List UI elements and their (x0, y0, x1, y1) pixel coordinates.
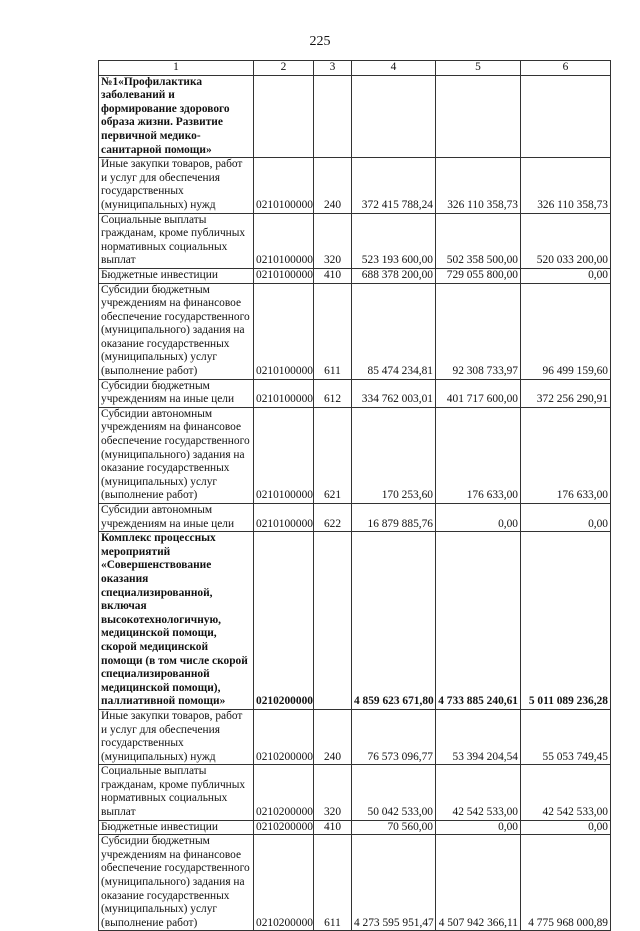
header-col-2: 2 (254, 61, 314, 76)
table-row (99, 213, 611, 268)
target-code-cell (254, 75, 314, 158)
expense-type-cell: 320 (314, 765, 352, 820)
target-code-cell: 0210200000 (254, 835, 314, 931)
table-row (99, 158, 611, 213)
header-col-1: 1 (99, 61, 254, 76)
target-code-cell: 0210200000 (254, 765, 314, 820)
expense-type-cell: 240 (314, 158, 352, 213)
row-name-cell: Иные закупки товаров, работ и услуг для обеспечения государственных (муниципальных) нужд (99, 158, 254, 213)
amount-col6-cell: 0,00 (521, 504, 611, 532)
target-code-cell: 0210100000 (254, 158, 314, 213)
table-row (99, 820, 611, 835)
header-col-3: 3 (314, 61, 352, 76)
row-name-cell: Субсидии автономным учреждениям на финансовое обеспечение государственного (муниципального) задания на оказание государственных (муниципальных) услуг (выполнение работ) (99, 407, 254, 503)
amount-col4-cell: 688 378 200,00 (352, 268, 436, 283)
target-code-cell: 0210100000 (254, 283, 314, 379)
target-code-cell: 0210200000 (254, 820, 314, 835)
target-code-cell: 0210200000 (254, 532, 314, 710)
row-name-cell: Субсидии бюджетным учреждениям на иные цели (99, 379, 254, 407)
header-row (99, 61, 611, 76)
amount-col5-cell: 4 507 942 366,11 (436, 835, 521, 931)
amount-col5-cell: 729 055 800,00 (436, 268, 521, 283)
amount-col6-cell: 5 011 089 236,28 (521, 532, 611, 710)
amount-col5-cell (436, 75, 521, 158)
amount-col6-cell: 0,00 (521, 820, 611, 835)
expense-type-cell: 320 (314, 213, 352, 268)
table-row (99, 504, 611, 532)
amount-col6-cell: 326 110 358,73 (521, 158, 611, 213)
budget-table (98, 60, 611, 931)
amount-col5-cell: 53 394 204,54 (436, 709, 521, 764)
amount-col5-cell: 326 110 358,73 (436, 158, 521, 213)
row-name-cell: Субсидии автономным учреждениям на иные цели (99, 504, 254, 532)
amount-col6-cell: 4 775 968 000,89 (521, 835, 611, 931)
target-code-cell: 0210100000 (254, 213, 314, 268)
amount-col6-cell: 42 542 533,00 (521, 765, 611, 820)
amount-col5-cell: 4 733 885 240,61 (436, 532, 521, 710)
page-number: 225 (309, 34, 331, 49)
target-code-cell: 0210100000 (254, 379, 314, 407)
amount-col4-cell: 4 273 595 951,47 (352, 835, 436, 931)
header-col-4: 4 (352, 61, 436, 76)
amount-col6-cell (521, 75, 611, 158)
amount-col6-cell: 96 499 159,60 (521, 283, 611, 379)
amount-col4-cell: 76 573 096,77 (352, 709, 436, 764)
row-name-cell: Социальные выплаты гражданам, кроме публичных нормативных социальных выплат (99, 765, 254, 820)
amount-col5-cell: 0,00 (436, 820, 521, 835)
amount-col4-cell: 16 879 885,76 (352, 504, 436, 532)
amount-col4-cell: 85 474 234,81 (352, 283, 436, 379)
amount-col4-cell: 372 415 788,24 (352, 158, 436, 213)
amount-col5-cell: 42 542 533,00 (436, 765, 521, 820)
row-name-cell: Социальные выплаты гражданам, кроме публичных нормативных социальных выплат (99, 213, 254, 268)
expense-type-cell: 410 (314, 820, 352, 835)
amount-col4-cell: 70 560,00 (352, 820, 436, 835)
expense-type-cell (314, 532, 352, 710)
target-code-cell: 0210100000 (254, 407, 314, 503)
amount-col6-cell: 0,00 (521, 268, 611, 283)
amount-col5-cell: 176 633,00 (436, 407, 521, 503)
header-col-5: 5 (436, 61, 521, 76)
amount-col4-cell: 50 042 533,00 (352, 765, 436, 820)
row-name-cell: Субсидии бюджетным учреждениям на финансовое обеспечение государственного (муниципального) задания на оказание государственных (муниципальных) услуг (выполнение работ) (99, 835, 254, 931)
amount-col5-cell: 401 717 600,00 (436, 379, 521, 407)
amount-col4-cell: 334 762 003,01 (352, 379, 436, 407)
row-name-cell: Бюджетные инвестиции (99, 820, 254, 835)
expense-type-cell: 611 (314, 835, 352, 931)
row-name-cell: Субсидии бюджетным учреждениям на финансовое обеспечение государственного (муниципального) задания на оказание государственных (муниципальных) услуг (выполнение работ) (99, 283, 254, 379)
amount-col5-cell: 502 358 500,00 (436, 213, 521, 268)
row-name-cell: №1«Профилактика заболеваний и формирование здорового образа жизни. Развитие первичной медико-санитарной помощи» (99, 75, 254, 158)
target-code-cell: 0210100000 (254, 504, 314, 532)
target-code-cell: 0210200000 (254, 709, 314, 764)
row-name-cell: Комплекс процессных мероприятий «Совершенствование оказания специализированной, включая высокотехнологичную, медицинской помощи, скорой медицинской помощи (в том числе скорой специализированной медицинской помощи), паллиативной помощи» (99, 532, 254, 710)
expense-type-cell (314, 75, 352, 158)
row-name-cell: Иные закупки товаров, работ и услуг для обеспечения государственных (муниципальных) нужд (99, 709, 254, 764)
table-row (99, 709, 611, 764)
table-row (99, 407, 611, 503)
table-row (99, 75, 611, 158)
table-row (99, 283, 611, 379)
amount-col4-cell: 4 859 623 671,80 (352, 532, 436, 710)
amount-col5-cell: 0,00 (436, 504, 521, 532)
table-row (99, 835, 611, 931)
table-row (99, 268, 611, 283)
amount-col4-cell (352, 75, 436, 158)
target-code-cell: 0210100000 (254, 268, 314, 283)
row-name-cell: Бюджетные инвестиции (99, 268, 254, 283)
expense-type-cell: 240 (314, 709, 352, 764)
expense-type-cell: 621 (314, 407, 352, 503)
header-col-6: 6 (521, 61, 611, 76)
table-row (99, 765, 611, 820)
amount-col6-cell: 372 256 290,91 (521, 379, 611, 407)
amount-col6-cell: 55 053 749,45 (521, 709, 611, 764)
table-row (99, 532, 611, 710)
expense-type-cell: 611 (314, 283, 352, 379)
amount-col4-cell: 170 253,60 (352, 407, 436, 503)
table-row (99, 379, 611, 407)
amount-col5-cell: 92 308 733,97 (436, 283, 521, 379)
expense-type-cell: 612 (314, 379, 352, 407)
expense-type-cell: 622 (314, 504, 352, 532)
expense-type-cell: 410 (314, 268, 352, 283)
amount-col4-cell: 523 193 600,00 (352, 213, 436, 268)
amount-col6-cell: 520 033 200,00 (521, 213, 611, 268)
amount-col6-cell: 176 633,00 (521, 407, 611, 503)
